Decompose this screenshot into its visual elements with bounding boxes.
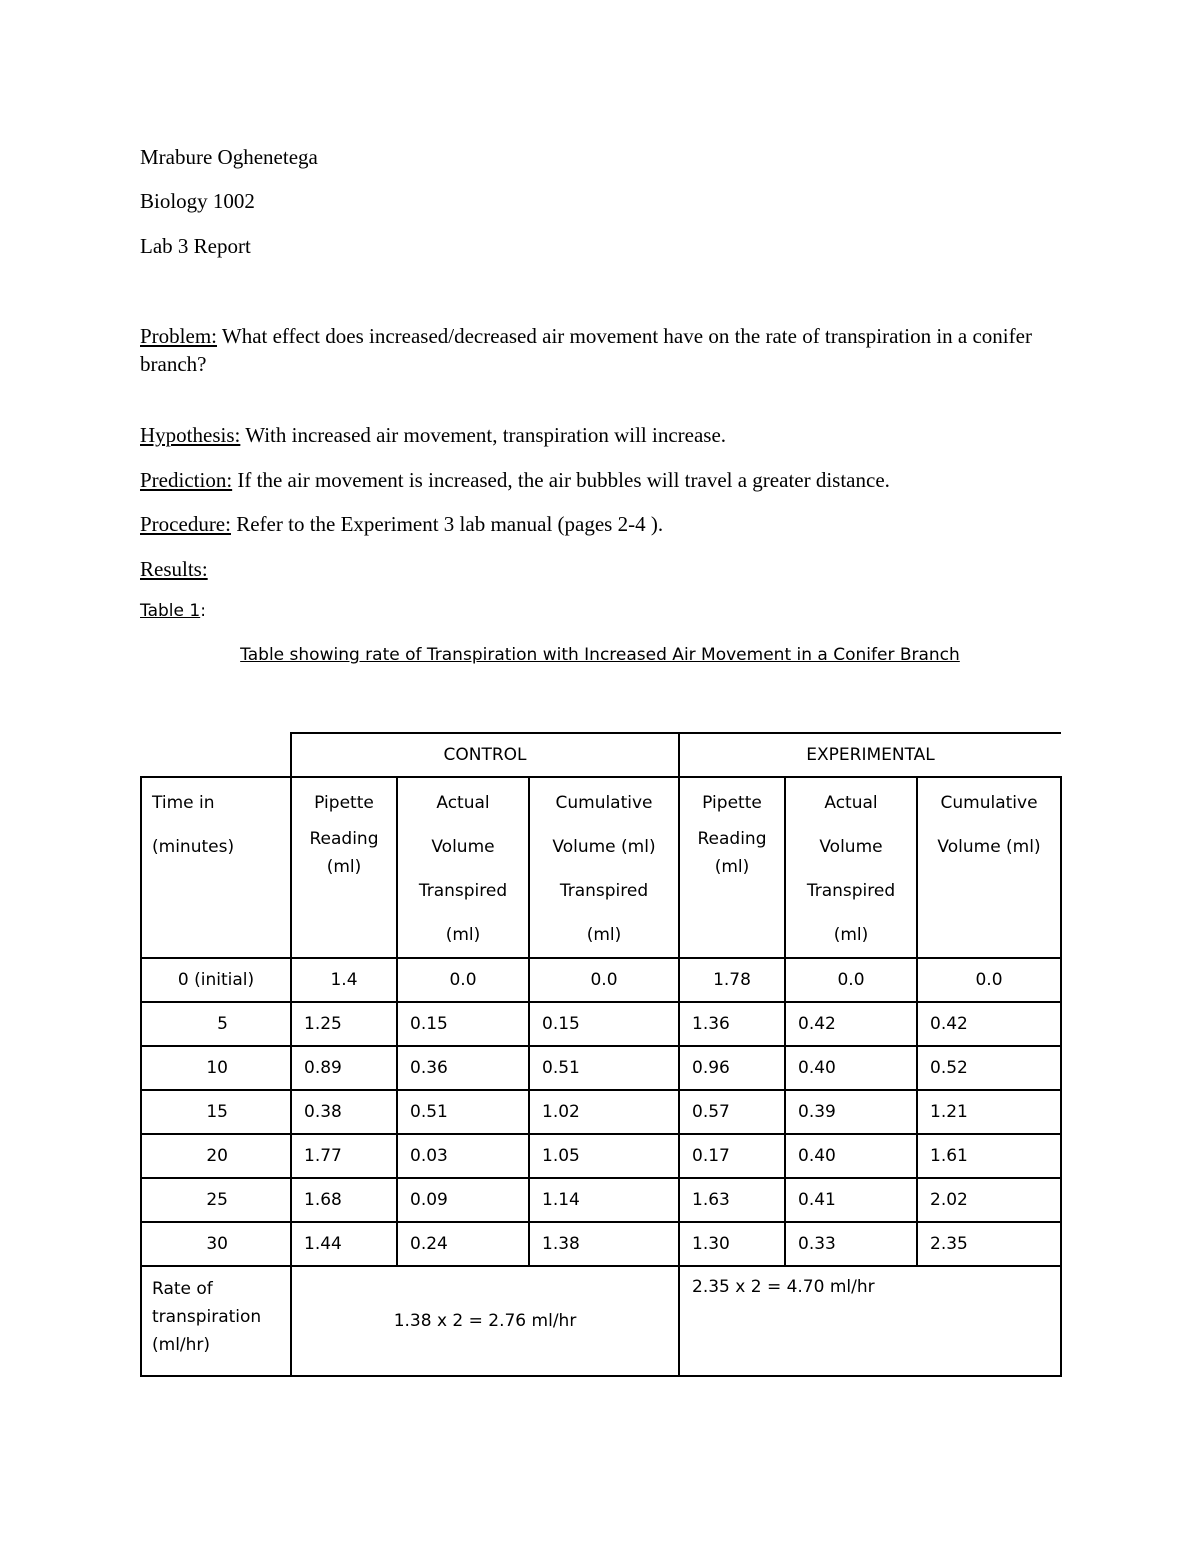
rate-label-line: transpiration — [152, 1307, 262, 1327]
exp-cumulative-cell: 0.0 — [917, 958, 1061, 1002]
exp-actual-cell: 0.33 — [785, 1222, 917, 1266]
actual-header-line: (ml) — [445, 925, 481, 945]
control-pipette-cell: 0.38 — [291, 1090, 397, 1134]
time-header — [141, 777, 291, 958]
exp-cumulative-cell: 0.52 — [917, 1046, 1061, 1090]
rate-label-cell — [141, 1266, 291, 1376]
procedure-text: Refer to the Experiment 3 lab manual (pages 2-4 ). — [230, 512, 664, 536]
results-table — [140, 732, 1062, 1377]
time-cell: 10 — [141, 1046, 291, 1090]
control-pipette-header — [291, 777, 397, 958]
table-label-colon: : — [200, 601, 206, 621]
exp-actual-cell: 0.40 — [785, 1046, 917, 1090]
pipette-header-line: Pipette — [702, 793, 762, 813]
time-cell: 15 — [141, 1090, 291, 1134]
rate-row — [141, 1266, 1061, 1376]
rate-label-line: Rate of — [152, 1279, 213, 1299]
control-cumulative-cell: 0.15 — [529, 1002, 679, 1046]
exp-pipette-cell: 0.17 — [679, 1134, 785, 1178]
table-row — [141, 958, 1061, 1002]
exp-actual-cell: 0.40 — [785, 1134, 917, 1178]
control-actual-cell: 0.24 — [397, 1222, 529, 1266]
table-row — [141, 1046, 1061, 1090]
exp-pipette-header — [679, 777, 785, 958]
actual-header-line: Volume — [431, 837, 495, 857]
control-actual-cell: 0.51 — [397, 1090, 529, 1134]
time-cell: 20 — [141, 1134, 291, 1178]
problem-text: What effect does increased/decreased air movement have on the rate of transpiration in a conifer branch? — [140, 324, 1032, 376]
control-actual-cell: 0.36 — [397, 1046, 529, 1090]
prediction-text: If the air movement is increased, the air bubbles will travel a greater distance. — [232, 468, 890, 492]
cumulative-header-line: (ml) — [586, 925, 622, 945]
pipette-header-line: (ml) — [714, 857, 750, 877]
table-row — [141, 1090, 1061, 1134]
exp-pipette-cell: 0.57 — [679, 1090, 785, 1134]
control-actual-cell: 0.0 — [397, 958, 529, 1002]
pipette-header-line: Pipette — [314, 793, 374, 813]
time-cell: 30 — [141, 1222, 291, 1266]
cumulative-header-line: Volume (ml) — [937, 837, 1041, 857]
pipette-header-line: Reading — [697, 829, 767, 849]
experimental-rate-cell: 2.35 x 2 = 4.70 ml/hr — [679, 1266, 1061, 1376]
exp-cumulative-cell: 0.42 — [917, 1002, 1061, 1046]
control-cumulative-cell: 1.38 — [529, 1222, 679, 1266]
procedure-statement — [140, 510, 663, 538]
report-title: Lab 3 Report — [140, 234, 251, 258]
control-cumulative-cell: 0.0 — [529, 958, 679, 1002]
table-title: Table showing rate of Transpiration with Increased Air Movement in a Conifer Branch — [240, 645, 960, 665]
control-actual-cell: 0.09 — [397, 1178, 529, 1222]
control-header: CONTROL — [291, 733, 679, 777]
hypothesis-text: With increased air movement, transpiration will increase. — [240, 423, 727, 447]
actual-header-line: Actual — [824, 793, 878, 813]
table-number: Table 1 — [140, 601, 201, 621]
cumulative-header-line: Volume (ml) — [552, 837, 656, 857]
exp-pipette-cell: 1.30 — [679, 1222, 785, 1266]
exp-actual-cell: 0.42 — [785, 1002, 917, 1046]
course-name: Biology 1002 — [140, 189, 255, 213]
control-pipette-cell: 1.44 — [291, 1222, 397, 1266]
time-cell: 5 — [141, 1002, 291, 1046]
actual-header-line: (ml) — [833, 925, 869, 945]
actual-header-line: Actual — [436, 793, 490, 813]
hypothesis-label: Hypothesis: — [140, 423, 241, 447]
control-pipette-cell: 0.89 — [291, 1046, 397, 1090]
table-row — [141, 1222, 1061, 1266]
control-pipette-cell: 1.68 — [291, 1178, 397, 1222]
control-cumulative-cell: 1.02 — [529, 1090, 679, 1134]
table-label — [140, 601, 206, 621]
empty-corner-cell — [141, 733, 291, 777]
control-actual-cell: 0.03 — [397, 1134, 529, 1178]
exp-pipette-cell: 1.36 — [679, 1002, 785, 1046]
table-row — [141, 1134, 1061, 1178]
pipette-header-line: (ml) — [326, 857, 362, 877]
student-name: Mrabure Oghenetega — [140, 145, 318, 169]
exp-cumulative-cell: 1.21 — [917, 1090, 1061, 1134]
time-header-line: Time in — [152, 793, 215, 813]
exp-actual-cell: 0.41 — [785, 1178, 917, 1222]
results-label: Results: — [140, 557, 208, 581]
pipette-header-line: Reading — [309, 829, 379, 849]
problem-statement — [140, 322, 1060, 378]
procedure-label: Procedure: — [140, 512, 231, 536]
exp-actual-header — [785, 777, 917, 958]
table-row — [141, 1002, 1061, 1046]
actual-header-line: Transpired — [418, 881, 508, 901]
control-rate-cell: 1.38 x 2 = 2.76 ml/hr — [291, 1266, 679, 1376]
time-cell: 25 — [141, 1178, 291, 1222]
control-pipette-cell: 1.77 — [291, 1134, 397, 1178]
control-pipette-cell: 1.4 — [291, 958, 397, 1002]
hypothesis-statement — [140, 421, 726, 449]
exp-cumulative-cell: 2.35 — [917, 1222, 1061, 1266]
column-header-row — [141, 777, 1061, 958]
actual-header-line: Transpired — [806, 881, 896, 901]
cumulative-header-line: Cumulative — [555, 793, 653, 813]
control-pipette-cell: 1.25 — [291, 1002, 397, 1046]
control-cumulative-cell: 0.51 — [529, 1046, 679, 1090]
time-header-line: (minutes) — [152, 837, 235, 857]
exp-actual-cell: 0.0 — [785, 958, 917, 1002]
experimental-header: EXPERIMENTAL — [679, 733, 1061, 777]
time-cell: 0 (initial) — [141, 958, 291, 1002]
exp-cumulative-cell: 2.02 — [917, 1178, 1061, 1222]
exp-pipette-cell: 0.96 — [679, 1046, 785, 1090]
control-actual-cell: 0.15 — [397, 1002, 529, 1046]
control-cumulative-cell: 1.14 — [529, 1178, 679, 1222]
actual-header-line: Volume — [819, 837, 883, 857]
problem-label: Problem: — [140, 324, 217, 348]
rate-label-line: (ml/hr) — [152, 1335, 211, 1355]
control-actual-header — [397, 777, 529, 958]
cumulative-header-line: Transpired — [559, 881, 649, 901]
exp-cumulative-cell: 1.61 — [917, 1134, 1061, 1178]
control-cumulative-header — [529, 777, 679, 958]
exp-actual-cell: 0.39 — [785, 1090, 917, 1134]
control-cumulative-cell: 1.05 — [529, 1134, 679, 1178]
results-heading — [140, 555, 208, 583]
prediction-statement — [140, 466, 890, 494]
table-row — [141, 1178, 1061, 1222]
prediction-label: Prediction: — [140, 468, 233, 492]
exp-pipette-cell: 1.63 — [679, 1178, 785, 1222]
group-header-row — [141, 733, 1061, 777]
exp-pipette-cell: 1.78 — [679, 958, 785, 1002]
exp-cumulative-header — [917, 777, 1061, 958]
cumulative-header-line: Cumulative — [940, 793, 1038, 813]
